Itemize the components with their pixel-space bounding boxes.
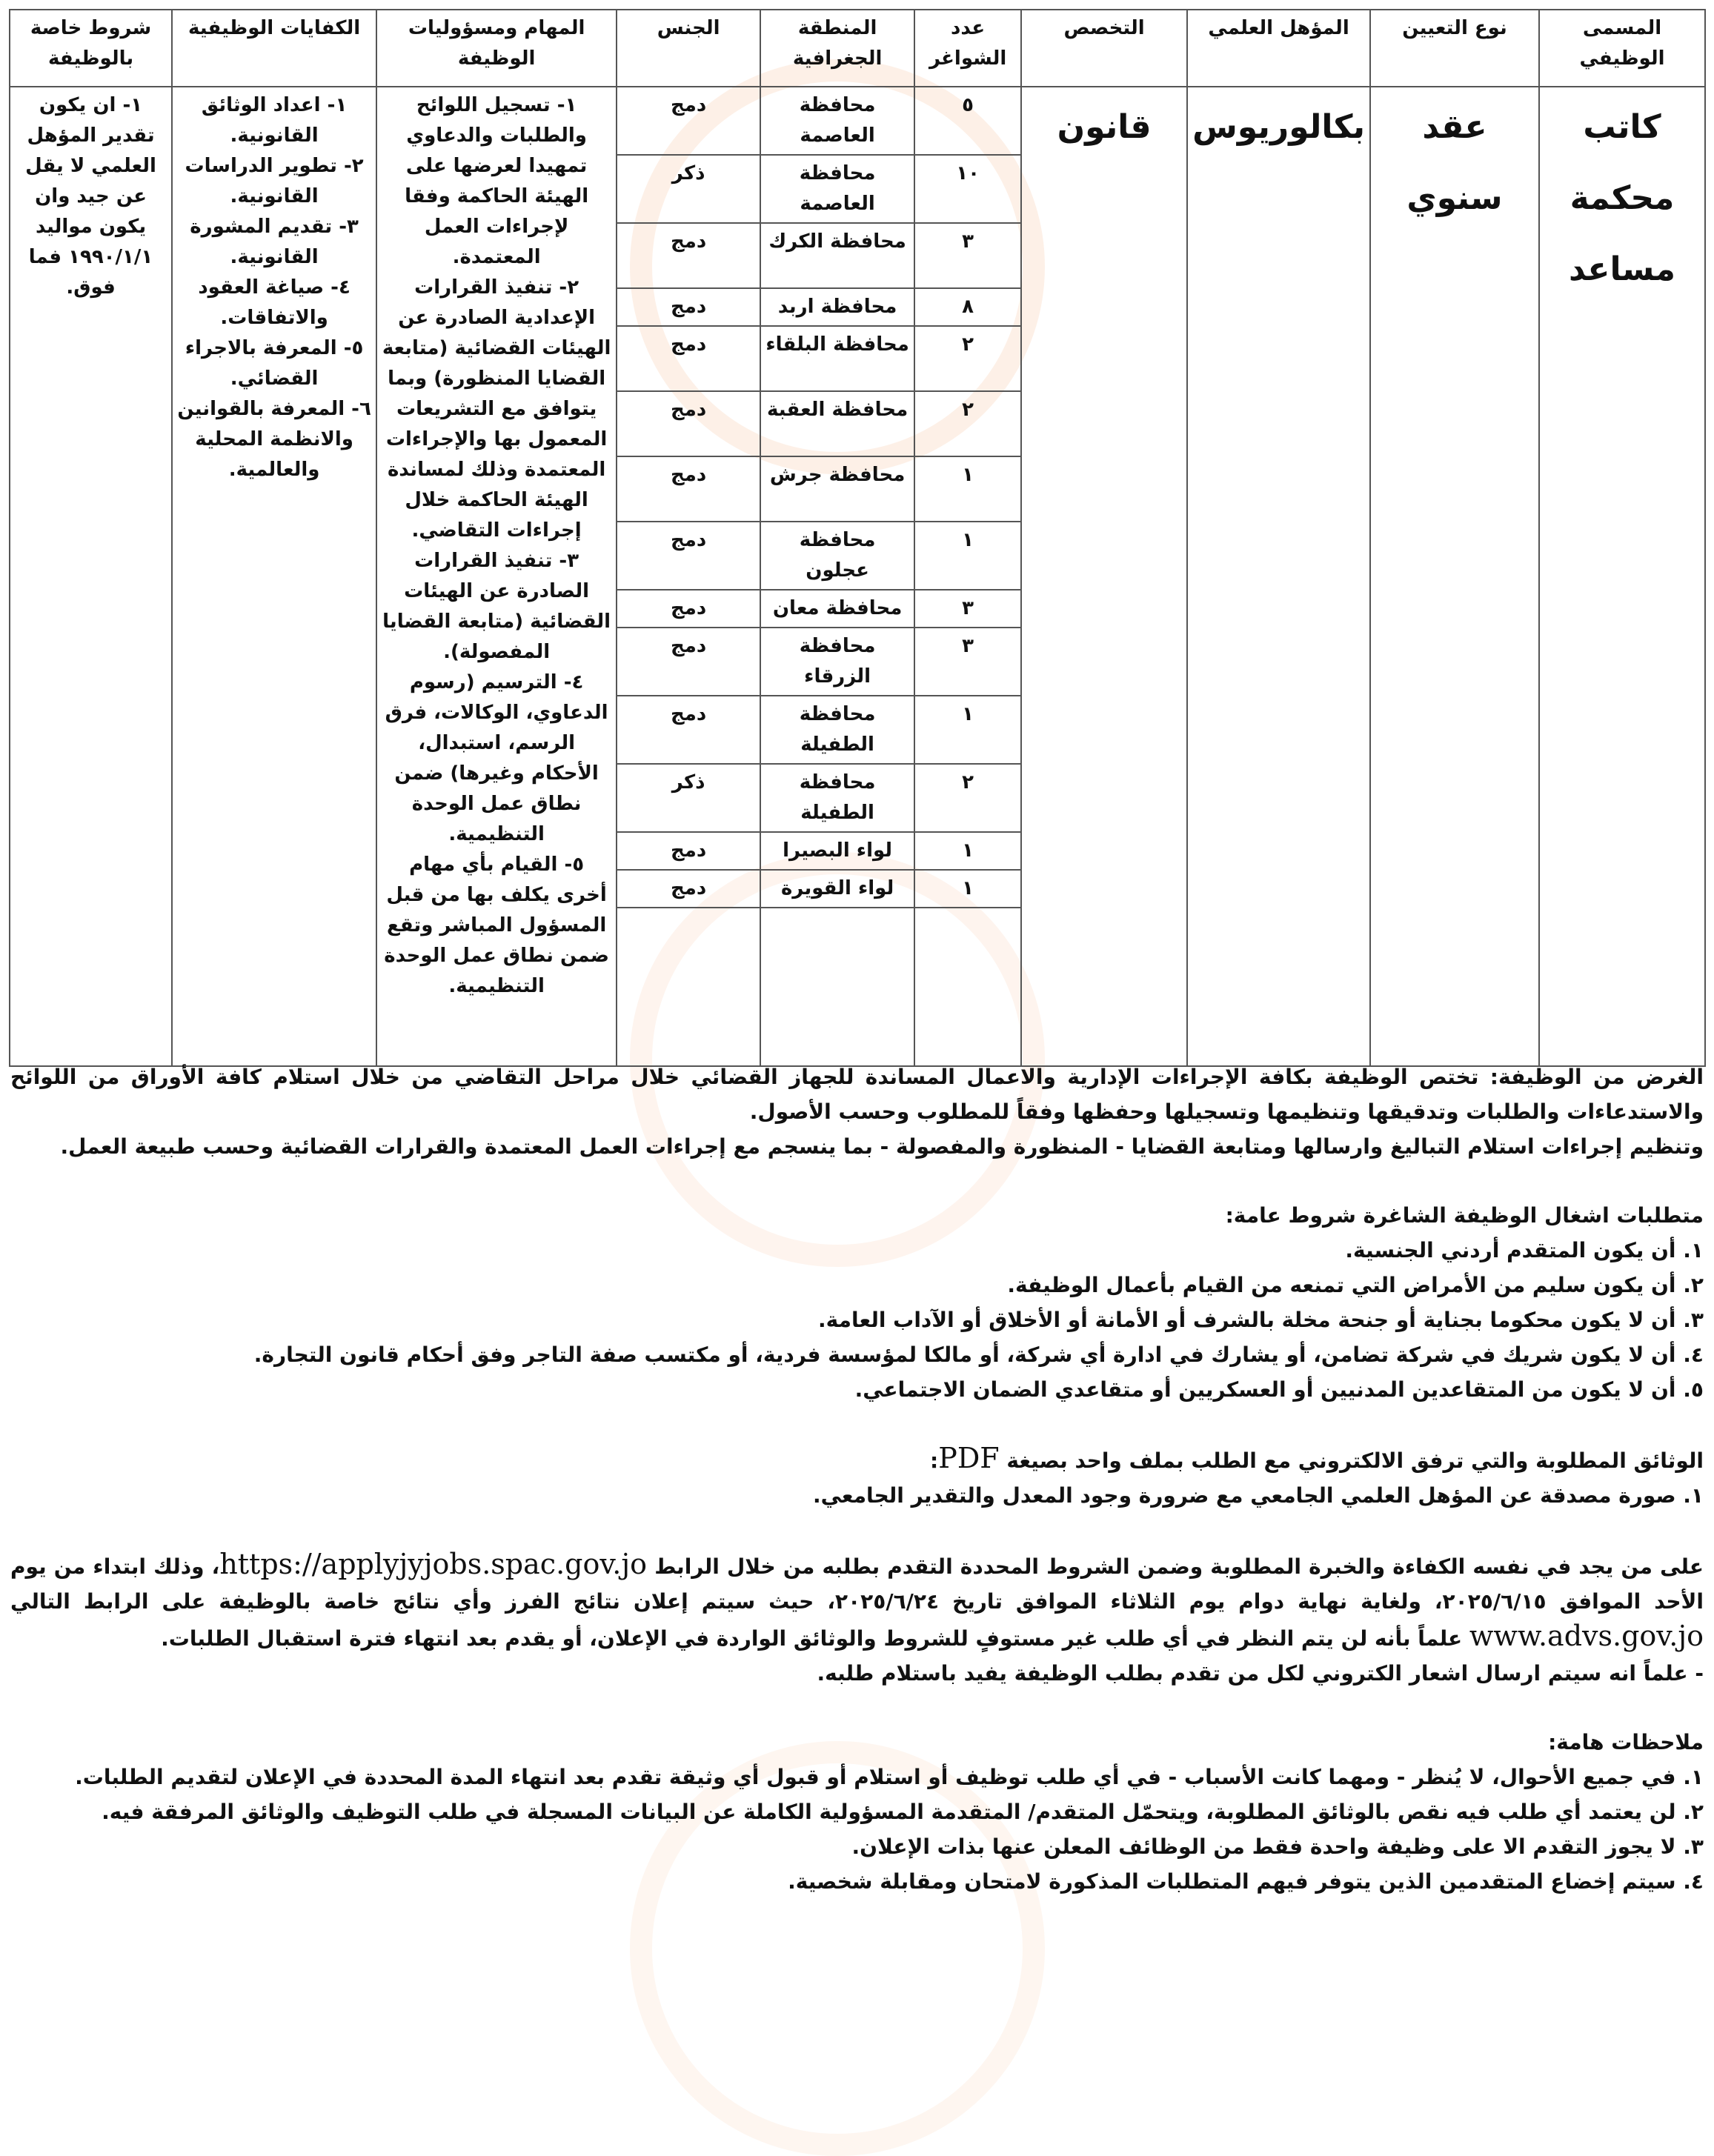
table-header-row — [10, 10, 1705, 87]
region: محافظة العاصمة — [760, 87, 914, 155]
col-gender: الجنس — [617, 10, 760, 87]
pdf-format: PDF — [938, 1442, 1000, 1474]
gender: دمج — [617, 326, 760, 391]
apply-text-3: علماً بأنه لن يتم النظر في أي طلب غير مستوفٍ للشروط والوثائق الواردة في الإعلان، أو يقدم بعد انتهاء فترة استقبال الطلبات. — [161, 1626, 1463, 1651]
requirement-item: ٥. أن لا يكون من المتقاعدين المدنيين أو العسكريين أو متقاعدي الضمان الاجتماعي. — [854, 1377, 1704, 1402]
region: محافظة البلقاء — [760, 326, 914, 391]
job-title: كاتب محكمة مساعد — [1539, 87, 1705, 1066]
vacancy-count: ٣ — [914, 628, 1021, 696]
qualification: بكالوريوس — [1187, 87, 1370, 1066]
col-vacancies: عدد الشواغر — [914, 10, 1021, 87]
gender: دمج — [617, 628, 760, 696]
requirement-item: ٤. أن لا يكون شريك في شركة تضامن، أو يشارك في ادارة أي شركة، أو مالكا لمؤسسة فردية، أو مكتسب صفة التاجر وفق أحكام قانون التجارة. — [253, 1342, 1704, 1367]
competencies: ١- اعداد الوثائق القانونية. ٢- تطوير الدراسات القانونية. ٣- تقديم المشورة القانونية. ٤- صياغة العقود والاتفاقات. ٥- المعرفة بالاجراء القضائي. ٦- المعرفة بالقوانين والانظمة المحلية والعالمية. — [172, 87, 376, 1066]
region: محافظة الزرقاء — [760, 628, 914, 696]
col-job-title: المسمى الوظيفي — [1539, 10, 1705, 87]
vacancy-count: ١ — [914, 456, 1021, 522]
jobs-table — [9, 9, 1706, 1067]
note-item: ١. في جميع الأحوال، لا يُنظر - ومهما كانت الأسباب - في أي طلب توظيف أو استلام أو قبول أي وثيقة تقدم بعد انتهاء المدة المحددة في الإعلان لتقديم الطلبات. — [75, 1765, 1704, 1789]
region: محافظة الطفيلة — [760, 764, 914, 832]
vacancy-count: ١٠ — [914, 155, 1021, 223]
documents-title: الوثائق المطلوبة والتي ترفق الالكتروني مع الطلب بملف واحد بصيغة PDF: — [930, 1442, 1704, 1474]
apply-paragraph — [10, 1547, 1704, 1656]
purpose-paragraph: الغرض من الوظيفة: تختص الوظيفة بكافة الإجراءات الإدارية والاعمال المساندة للجهاز القضائي خلال مراحل التقاضي من خلال استلام كافة الأوراق من اللوائح والاستدعاءات والطلبات وتدقيقها وتنظيمها وتسجيلها وحفظها وفقاً للمطلوب وحسب الأصول. — [10, 1065, 1704, 1124]
region: محافظة اربد — [760, 288, 914, 326]
vacancy-count: ١ — [914, 832, 1021, 870]
vacancy-count: ٨ — [914, 288, 1021, 326]
gender: دمج — [617, 696, 760, 764]
region: لواء القويرة — [760, 870, 914, 908]
apply-link[interactable]: https://applyjyjobs.spac.gov.jo — [219, 1548, 648, 1580]
col-competencies: الكفايات الوظيفية — [172, 10, 376, 87]
tasks: ١- تسجيل اللوائح والطلبات والدعاوي تمهيدا لعرضها على الهيئة الحاكمة وفقا لإجراءات العمل المعتمدة. ٢- تنفيذ القرارات الإعدادية الصادرة عن الهيئات القضائية (متابعة القضايا المنظورة) وبما يتوافق مع التشريعات المعمول بها والإجراءات المعتمدة وذلك لمساندة الهيئة الحاكمة خلال إجراءات التقاضي. ٣- تنفيذ القرارات الصادرة عن الهيئات القضائية (متابعة القضايا المفصولة). ٤- الترسيم (رسوم الدعاوي، الوكالات، فرق الرسم، استبدال، الأحكام وغيرها) ضمن نطاق عمل الوحدة التنظيمية. ٥- القيام بأي مهام أخرى يكلف بها من قبل المسؤول المباشر وتقع ضمن نطاق عمل الوحدة التنظيمية. — [376, 87, 617, 1066]
col-tasks: المهام ومسؤوليات الوظيفة — [376, 10, 617, 87]
requirement-item: ١. أن يكون المتقدم أردني الجنسية. — [1345, 1238, 1704, 1262]
col-region: المنطقة الجغرافية — [760, 10, 914, 87]
region: لواء البصيرا — [760, 832, 914, 870]
gender: دمج — [617, 391, 760, 456]
vacancy-count: ١ — [914, 696, 1021, 764]
specialization: قانون — [1021, 87, 1187, 1066]
region: محافظة العاصمة — [760, 155, 914, 223]
table-row — [10, 87, 1705, 155]
col-specialization: التخصص — [1021, 10, 1187, 87]
document-item: ١. صورة مصدقة عن المؤهل العلمي الجامعي مع ضرورة وجود المعدل والتقدير الجامعي. — [812, 1483, 1704, 1508]
announcement-body — [10, 1059, 1704, 1899]
note-item: ٣. لا يجوز التقدم الا على وظيفة واحدة فقط من الوظائف المعلن عنها بذات الإعلان. — [851, 1834, 1704, 1859]
vacancy-count: ٢ — [914, 391, 1021, 456]
purpose-paragraph-2: وتنظيم إجراءات استلام التباليغ وارسالها ومتابعة القضايا - المنظورة والمفصولة - بما ينسجم مع إجراءات العمل المعتمدة والقرارات القضائية وحسب طبيعة العمل. — [60, 1134, 1704, 1159]
region: محافظة الطفيلة — [760, 696, 914, 764]
region: محافظة العقبة — [760, 391, 914, 456]
vacancy-count: ١ — [914, 870, 1021, 908]
gender: دمج — [617, 522, 760, 590]
vacancy-count: ٣ — [914, 223, 1021, 288]
vacancy-count: ٢ — [914, 764, 1021, 832]
col-special-conditions: شروط خاصة بالوظيفة — [10, 10, 172, 87]
vacancy-count: ١ — [914, 522, 1021, 590]
vacancy-count: ٢ — [914, 326, 1021, 391]
documents-title-text: الوثائق المطلوبة والتي ترفق الالكتروني مع الطلب بملف واحد بصيغة — [1006, 1448, 1704, 1473]
col-qualification: المؤهل العلمي — [1187, 10, 1370, 87]
region: محافظة عجلون — [760, 522, 914, 590]
apply-text-2: ، وذلك ابتداء من يوم الأحد الموافق ٢٠٢٥/٦/١٥، ولغاية نهاية دوام يوم الثلاثاء الموافق تاريخ ٢٠٢٥/٦/٢٤، حيث سيتم إعلان نتائج الفرز وأي نتائج خاصة بالوظيفة على الرابط التالي — [10, 1554, 1704, 1614]
gender: دمج — [617, 590, 760, 628]
requirements-title: متطلبات اشغال الوظيفة الشاغرة شروط عامة: — [1225, 1203, 1704, 1228]
region: محافظة جرش — [760, 456, 914, 522]
gender: دمج — [617, 87, 760, 155]
apply-text-1: على من يجد في نفسه الكفاءة والخبرة المطلوبة وضمن الشروط المحددة التقدم بطلبه من خلال الرابط — [654, 1554, 1704, 1579]
region: محافظة معان — [760, 590, 914, 628]
gender: دمج — [617, 288, 760, 326]
gender: ذكر — [617, 764, 760, 832]
gender: ذكر — [617, 155, 760, 223]
gender: دمج — [617, 223, 760, 288]
gender: دمج — [617, 832, 760, 870]
apply-note: - علماً انه سيتم ارسال اشعار الكتروني لكل من تقدم بطلب الوظيفة يفيد باستلام طلبه. — [817, 1661, 1704, 1686]
col-appointment-type: نوع التعيين — [1370, 10, 1539, 87]
vacancy-count: ٥ — [914, 87, 1021, 155]
requirement-item: ٣. أن لا يكون محكوما بجناية أو جنحة مخلة بالشرف أو الأمانة أو الأخلاق أو الآداب العامة. — [818, 1308, 1704, 1332]
notes-title: ملاحظات هامة: — [1548, 1730, 1704, 1754]
requirement-item: ٢. أن يكون سليم من الأمراض التي تمنعه من القيام بأعمال الوظيفة. — [1007, 1273, 1704, 1297]
results-link[interactable]: www.advs.gov.jo — [1469, 1620, 1704, 1652]
region: محافظة الكرك — [760, 223, 914, 288]
gender: دمج — [617, 456, 760, 522]
gender: دمج — [617, 870, 760, 908]
appointment-type: عقد سنوي — [1370, 87, 1539, 1066]
special-conditions: ١- ان يكون تقدير المؤهل العلمي لا يقل عن جيد وان يكون مواليد ١٩٩٠/١/١ فما فوق. — [10, 87, 172, 1066]
note-item: ٤. سيتم إخضاع المتقدمين الذين يتوفر فيهم المتطلبات المذكورة لامتحان ومقابلة شخصية. — [788, 1869, 1704, 1894]
note-item: ٢. لن يعتمد أي طلب فيه نقص بالوثائق المطلوبة، ويتحمّل المتقدم/ المتقدمة المسؤولية الكاملة عن البيانات المسجلة في طلب التوظيف والوثائق المرفقة فيه. — [102, 1800, 1704, 1824]
vacancy-count: ٣ — [914, 590, 1021, 628]
